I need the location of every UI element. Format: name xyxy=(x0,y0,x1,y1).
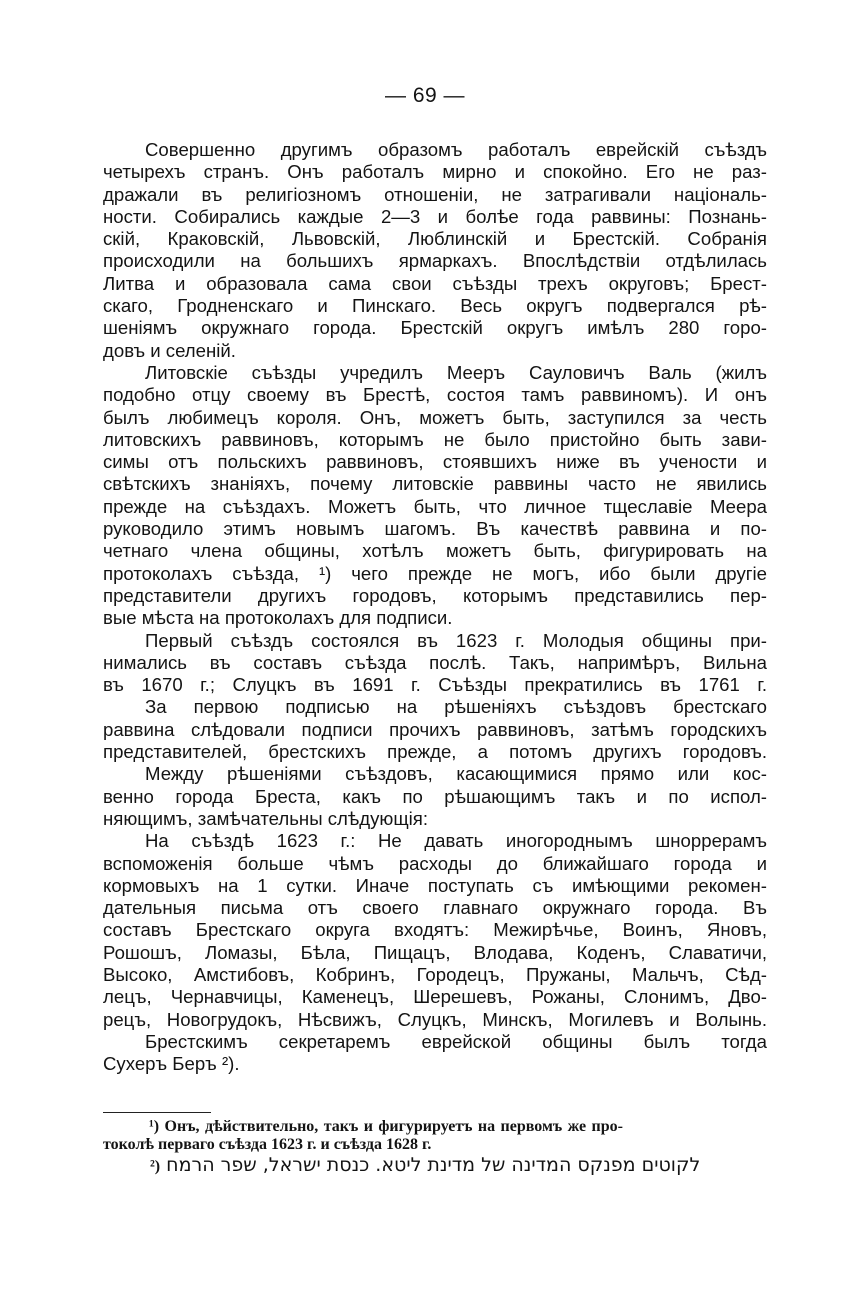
text-line: былъ любимецъ короля. Онъ, можетъ быть, заступился за честь xyxy=(103,406,767,428)
text-line: За первою подписью на рѣшеніяхъ съѣздовъ брестскаго xyxy=(145,696,767,718)
paragraph xyxy=(103,1031,767,1076)
text-line: Рошошъ, Ломазы, Бѣла, Пищацъ, Влодава, Коденъ, Славатичи, xyxy=(103,941,767,963)
text-line: лецъ, Чернавчицы, Каменецъ, Шерешевъ, Рожаны, Слонимъ, Дво- xyxy=(103,986,767,1008)
text-line: Литва и образовала сама свои съѣзды трехъ округовъ; Брест- xyxy=(103,272,767,294)
text-line: составъ Брестскаго округа входятъ: Межирѣчье, Воинъ, Яновъ, xyxy=(103,919,767,941)
text-line: прежде на съѣздахъ. Можетъ быть, что личное тщеславіе Меера xyxy=(103,495,767,517)
text-line: четнаго члена общины, хотѣлъ можетъ быть, фигурировать на xyxy=(103,540,767,562)
text-line: На съѣздѣ 1623 г.: Не давать иногороднымъ шноррерамъ xyxy=(145,830,767,852)
paragraph xyxy=(103,630,767,697)
text-line: четырехъ странъ. Онъ работалъ мирно и спокойно. Его не раз- xyxy=(103,161,767,183)
text-line: Брестскимъ секретаремъ еврейской общины былъ тогда xyxy=(145,1030,767,1052)
paragraph xyxy=(103,830,767,1031)
text-line: рецъ, Новогрудокъ, Нѣсвижъ, Слуцкъ, Минскъ, Могилевъ и Волынь. xyxy=(103,1008,767,1030)
text-line: симы отъ польскихъ раввиновъ, стоявшихъ ниже въ учености и xyxy=(103,451,767,473)
page-number: — 69 — xyxy=(384,84,466,107)
text-line: ности. Собирались каждые 2—3 и болѣе года раввины: Познань- xyxy=(103,205,767,227)
text-line: Между рѣшеніями съѣздовъ, касающимися прямо или кос- xyxy=(145,763,767,785)
text-line: дражали въ религіозномъ отношеніи, не затрагивали національ- xyxy=(103,183,767,205)
text-line: нимались въ составъ съѣзда послѣ. Такъ, напримѣръ, Вильна xyxy=(103,651,767,673)
text-line: раввина слѣдовали подписи прочихъ раввиновъ, затѣмъ городскихъ xyxy=(103,718,767,740)
paragraph xyxy=(103,139,767,362)
paragraph xyxy=(103,763,767,830)
footnote-2 xyxy=(150,1153,700,1179)
text-line: представители другихъ городовъ, которымъ представились пер- xyxy=(103,584,767,606)
text-line: скаго, Гродненскаго и Пинскаго. Весь округъ подвергался рѣ- xyxy=(103,295,767,317)
footnote-marker: ²) xyxy=(150,1158,161,1175)
text-line: Высоко, Амстибовъ, Кобринъ, Городецъ, Пружаны, Мальчъ, Сѣд- xyxy=(103,963,767,985)
text-line: шеніямъ окружнаго города. Брестскій округъ имѣлъ 280 горо- xyxy=(103,317,767,339)
footnotes xyxy=(103,1118,623,1154)
footnote-line: токолѣ перваго съѣзда 1623 г. и съѣзда 1628 г. xyxy=(103,1136,432,1153)
text-line: свѣтскихъ знаніяхъ, почему литовскіе раввины часто не явились xyxy=(103,473,767,495)
text-line: протоколахъ съѣзда, ¹) чего прежде не могъ, ибо были другіе xyxy=(103,562,767,584)
text-line: дательныя письма отъ своего главнаго окружнаго города. Въ xyxy=(103,897,767,919)
footnote-line: ¹) Онъ, дѣйствительно, такъ и фигурируетъ на первомъ же про- xyxy=(149,1118,623,1135)
paragraph xyxy=(103,696,767,763)
text-line: въ 1670 г.; Слуцкъ въ 1691 г. Съѣзды прекратились въ 1761 г. xyxy=(103,674,767,696)
text-line: вспоможенія больше чѣмъ расходы до ближайшаго города и xyxy=(103,852,767,874)
text-line: представителей, брестскихъ прежде, а потомъ другихъ городовъ. xyxy=(103,741,767,763)
text-line: Первый съѣздъ состоялся въ 1623 г. Молодыя общины при- xyxy=(145,629,767,651)
text-line: происходили на большихъ ярмаркахъ. Впослѣдствіи отдѣлилась xyxy=(103,250,767,272)
text-line: Совершенно другимъ образомъ работалъ еврейскій съѣздъ xyxy=(145,139,767,160)
footnote-rule xyxy=(103,1112,211,1113)
text-line: вые мѣста на протоколахъ для подписи. xyxy=(103,607,453,629)
text-line: венно города Бреста, какъ по рѣшающимъ такъ и по испол- xyxy=(103,785,767,807)
text-line: Литовскіе съѣзды учредилъ Мееръ Сауловичъ Валь (жилъ xyxy=(145,361,767,383)
text-line: няющимъ, замѣчательны слѣдующія: xyxy=(103,807,429,829)
text-line: руководило этимъ новымъ шагомъ. Въ качествѣ раввина и по- xyxy=(103,518,767,540)
text-line: кормовыхъ на 1 сутки. Иначе поступать съ имѣющими рекомен- xyxy=(103,874,767,896)
text-line: литовскихъ раввиновъ, которымъ не было пристойно быть зави- xyxy=(103,428,767,450)
text-line: скій, Краковскій, Львовскій, Люблинскій и Брестскій. Собранія xyxy=(103,228,767,250)
paragraph xyxy=(103,362,767,630)
text-line: подобно отцу своему въ Брестѣ, состоя тамъ раввиномъ). И онъ xyxy=(103,384,767,406)
text-line: Сухеръ Беръ ²). xyxy=(103,1053,240,1075)
hebrew-citation: לקוטים מפנקס המדינה של מדינת ליטא. כנסת ישראל, שפר הרמח xyxy=(166,1154,701,1176)
text-line: довъ и селеній. xyxy=(103,339,236,361)
body-text xyxy=(103,139,767,1075)
